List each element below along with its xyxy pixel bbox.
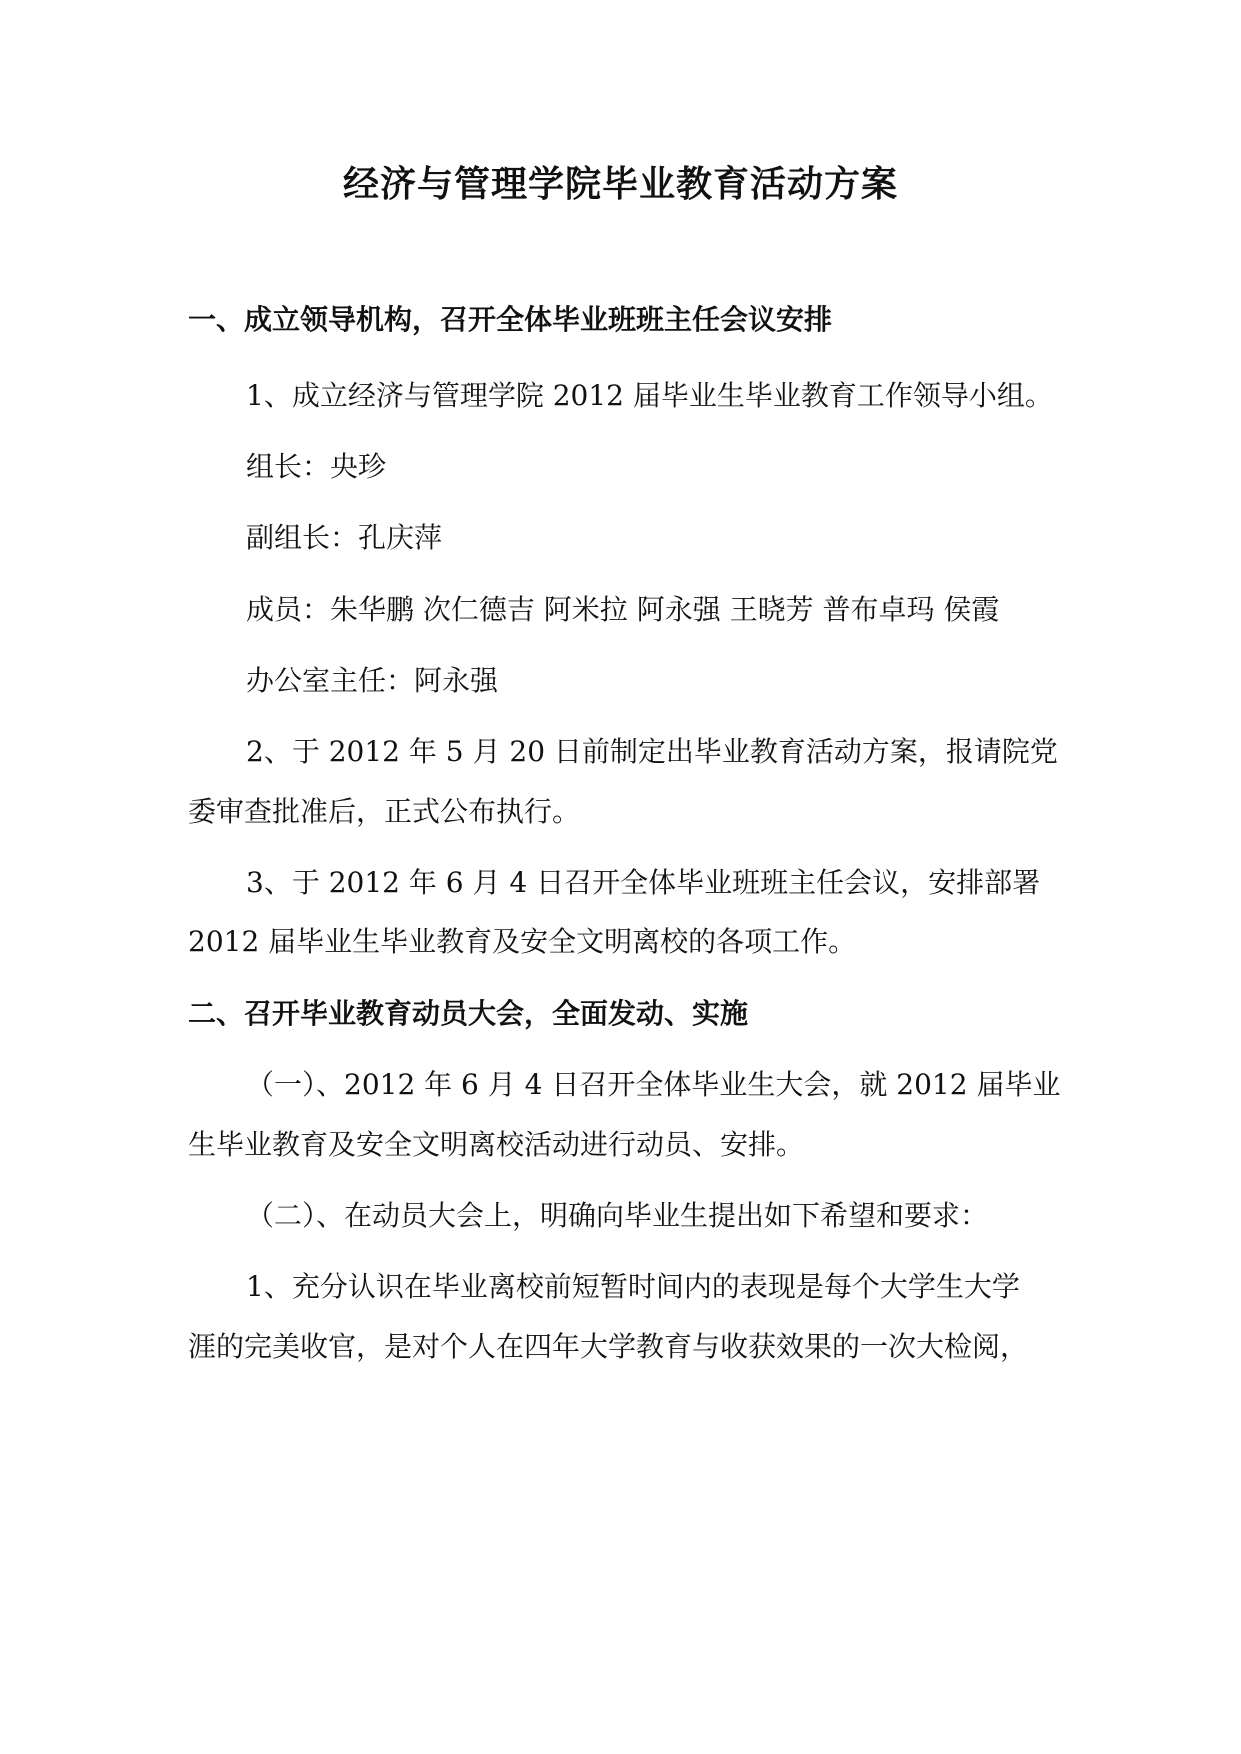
paragraph-line: 副组长：孔庆萍 <box>246 521 443 554</box>
section-heading-2: 二、召开毕业教育动员大会，全面发动、实施 <box>188 997 749 1030</box>
paragraph-line: 3、于 2012 年 6 月 4 日召开全体毕业班班主任会议，安排部署 <box>246 866 1041 899</box>
paragraph-line: 成员：朱华鹏 次仁德吉 阿米拉 阿永强 王晓芳 普布卓玛 侯霞 <box>246 593 1000 626</box>
paragraph-line: 2、于 2012 年 5 月 20 日前制定出毕业教育活动方案，报请院党 <box>246 735 1058 768</box>
paragraph-line: 生毕业教育及安全文明离校活动进行动员、安排。 <box>188 1128 805 1161</box>
paragraph-line: 涯的完美收官，是对个人在四年大学教育与收获效果的一次大检阅， <box>188 1330 1029 1363</box>
paragraph-line: （二）、在动员大会上，明确向毕业生提出如下希望和要求： <box>246 1199 989 1232</box>
paragraph-line: 组长：央珍 <box>246 450 387 483</box>
section-heading-1: 一、成立领导机构，召开全体毕业班班主任会议安排 <box>188 303 833 336</box>
document-title: 经济与管理学院毕业教育活动方案 <box>342 164 898 205</box>
paragraph-line: 2012 届毕业生毕业教育及安全文明离校的各项工作。 <box>188 925 857 958</box>
paragraph-line: 委审查批准后，正式公布执行。 <box>188 795 581 828</box>
paragraph-line: （一）、2012 年 6 月 4 日召开全体毕业生大会，就 2012 届毕业 <box>246 1068 1061 1101</box>
paragraph-line: 1、充分认识在毕业离校前短暂时间内的表现是每个大学生大学 <box>246 1270 1020 1303</box>
paragraph-line: 1、成立经济与管理学院 2012 届毕业生毕业教育工作领导小组。 <box>246 379 1053 412</box>
paragraph-line: 办公室主任：阿永强 <box>246 664 499 697</box>
